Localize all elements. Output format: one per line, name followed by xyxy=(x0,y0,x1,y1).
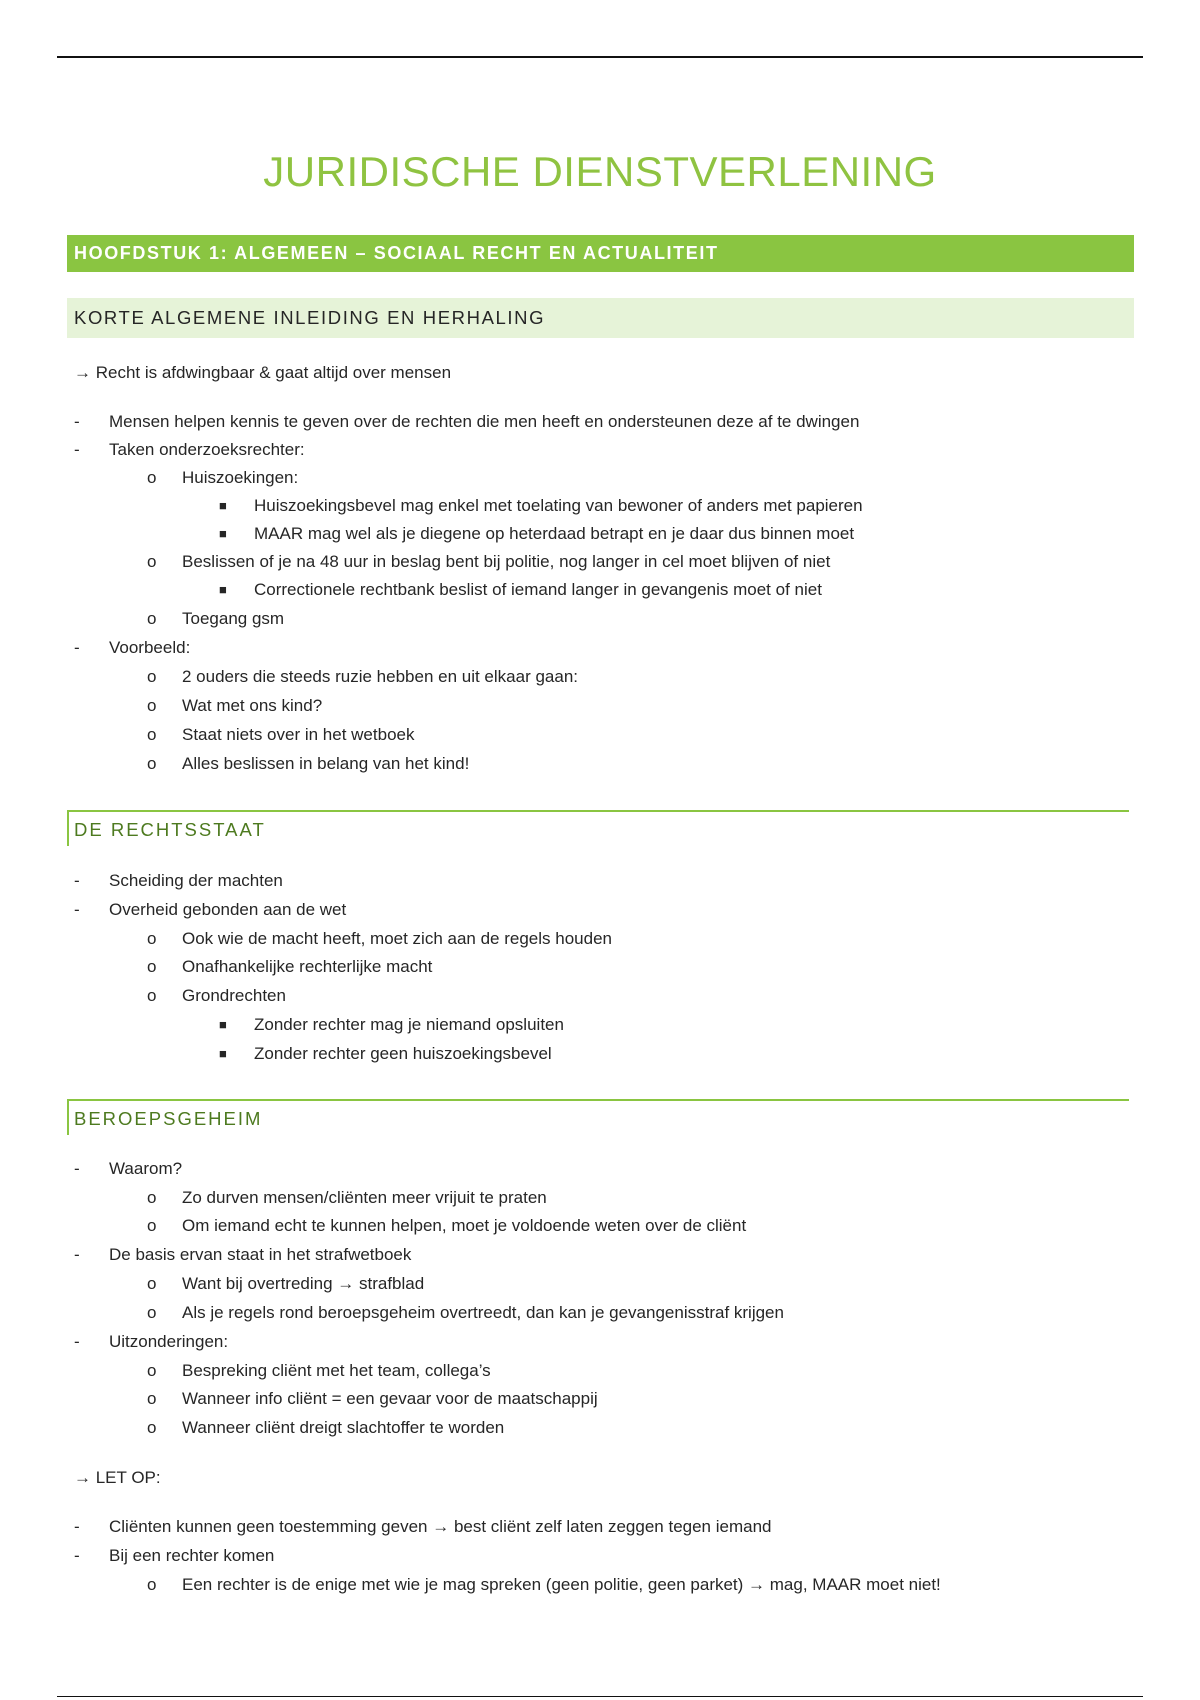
list-item: Zonder rechter mag je niemand opsluiten xyxy=(254,1015,564,1034)
document-title: JURIDISCHE DIENSTVERLENING xyxy=(263,148,937,195)
square-bullet: ■ xyxy=(219,582,227,597)
circle-bullet: o xyxy=(147,696,157,715)
list-item: Bespreking cliënt met het team, collega’s xyxy=(182,1361,491,1380)
list-item: Ook wie de macht heeft, moet zich aan de regels houden xyxy=(182,929,612,948)
dash-bullet: - xyxy=(74,1245,80,1264)
circle-bullet: o xyxy=(147,1389,157,1408)
circle-bullet: o xyxy=(147,1303,157,1322)
dash-bullet: - xyxy=(74,1517,80,1536)
square-bullet: ■ xyxy=(219,1017,227,1032)
circle-bullet: o xyxy=(147,1274,157,1293)
dash-bullet: - xyxy=(74,412,80,431)
dash-bullet: - xyxy=(74,638,80,657)
list-item: Scheiding der machten xyxy=(109,871,283,890)
circle-bullet: o xyxy=(147,1575,157,1594)
circle-bullet: o xyxy=(147,552,157,571)
top-rule xyxy=(57,56,1143,58)
list-item: MAAR mag wel als je diegene op heterdaad betrapt en je daar dus binnen moet xyxy=(254,524,855,543)
list-item: Onafhankelijke rechterlijke macht xyxy=(182,957,433,976)
list-item: Staat niets over in het wetboek xyxy=(182,725,415,744)
list-item: Taken onderzoeksrechter: xyxy=(109,440,305,459)
list-item: Zo durven mensen/cliënten meer vrijuit te praten xyxy=(182,1188,547,1207)
list-item: Zonder rechter geen huiszoekingsbevel xyxy=(254,1044,552,1063)
list-item: Want bij overtreding → strafblad xyxy=(182,1274,425,1293)
list-item: Correctionele rechtbank beslist of iemand langer in gevangenis moet of niet xyxy=(254,580,822,599)
list-item: Een rechter is de enige met wie je mag spreken (geen politie, geen parket) → mag, MAAR moet niet! xyxy=(182,1575,941,1594)
list-item: Wanneer cliënt dreigt slachtoffer te worden xyxy=(182,1418,505,1437)
list-item: De basis ervan staat in het strafwetboek xyxy=(109,1245,412,1264)
dash-bullet: - xyxy=(74,1546,80,1565)
circle-bullet: o xyxy=(147,1188,157,1207)
list-item: Om iemand echt te kunnen helpen, moet je voldoende weten over de cliënt xyxy=(182,1216,747,1235)
list-item: Als je regels rond beroepsgeheim overtreedt, dan kan je gevangenisstraf krijgen xyxy=(182,1303,784,1322)
list-item: Mensen helpen kennis te geven over de rechten die men heeft en ondersteunen deze af te dwingen xyxy=(109,412,860,431)
circle-bullet: o xyxy=(147,468,157,487)
list-item: Huiszoekingsbevel mag enkel met toelating van bewoner of anders met papieren xyxy=(254,496,863,515)
list-item: Uitzonderingen: xyxy=(109,1332,229,1351)
chapter-heading: HOOFDSTUK 1: ALGEMEEN – SOCIAAL RECHT EN ACTUALITEIT xyxy=(67,235,1134,272)
section-heading-intro: KORTE ALGEMENE INLEIDING EN HERHALING xyxy=(67,298,1134,338)
list-item: Wat met ons kind? xyxy=(182,696,323,715)
list-item: Waarom? xyxy=(109,1159,183,1178)
dash-bullet: - xyxy=(74,1159,80,1178)
intro-line: → Recht is afdwingbaar & gaat altijd over mensen xyxy=(74,363,452,382)
circle-bullet: o xyxy=(147,609,157,628)
list-item: 2 ouders die steeds ruzie hebben en uit elkaar gaan: xyxy=(182,667,578,686)
circle-bullet: o xyxy=(147,1361,157,1380)
circle-bullet: o xyxy=(147,1418,157,1437)
bottom-rule xyxy=(57,1696,1143,1697)
list-item: Overheid gebonden aan de wet xyxy=(109,900,347,919)
square-bullet: ■ xyxy=(219,498,227,513)
list-item: Cliënten kunnen geen toestemming geven → best cliënt zelf laten zeggen tegen iemand xyxy=(109,1517,772,1536)
dash-bullet: - xyxy=(74,1332,80,1351)
list-item: Wanneer info cliënt = een gevaar voor de maatschappij xyxy=(182,1389,598,1408)
circle-bullet: o xyxy=(147,986,157,1005)
let-op-line: → LET OP: xyxy=(74,1468,161,1487)
dash-bullet: - xyxy=(74,871,80,890)
square-bullet: ■ xyxy=(219,1046,227,1061)
square-bullet: ■ xyxy=(219,526,227,541)
list-item: Voorbeeld: xyxy=(109,638,191,657)
circle-bullet: o xyxy=(147,754,157,773)
list-item: Beslissen of je na 48 uur in beslag bent bij politie, nog langer in cel moet blijven of niet xyxy=(182,552,831,571)
circle-bullet: o xyxy=(147,725,157,744)
circle-bullet: o xyxy=(147,1216,157,1235)
list-item: Toegang gsm xyxy=(182,609,285,628)
list-item: Huiszoekingen: xyxy=(182,468,299,487)
list-item: Alles beslissen in belang van het kind! xyxy=(182,754,470,773)
circle-bullet: o xyxy=(147,929,157,948)
dash-bullet: - xyxy=(74,900,80,919)
section-heading-rechtsstaat: DE RECHTSSTAAT xyxy=(67,810,1129,846)
section-heading-beroepsgeheim: BEROEPSGEHEIM xyxy=(67,1099,1129,1135)
list-item: Grondrechten xyxy=(182,986,286,1005)
circle-bullet: o xyxy=(147,667,157,686)
dash-bullet: - xyxy=(74,440,80,459)
circle-bullet: o xyxy=(147,957,157,976)
list-item: Bij een rechter komen xyxy=(109,1546,275,1565)
